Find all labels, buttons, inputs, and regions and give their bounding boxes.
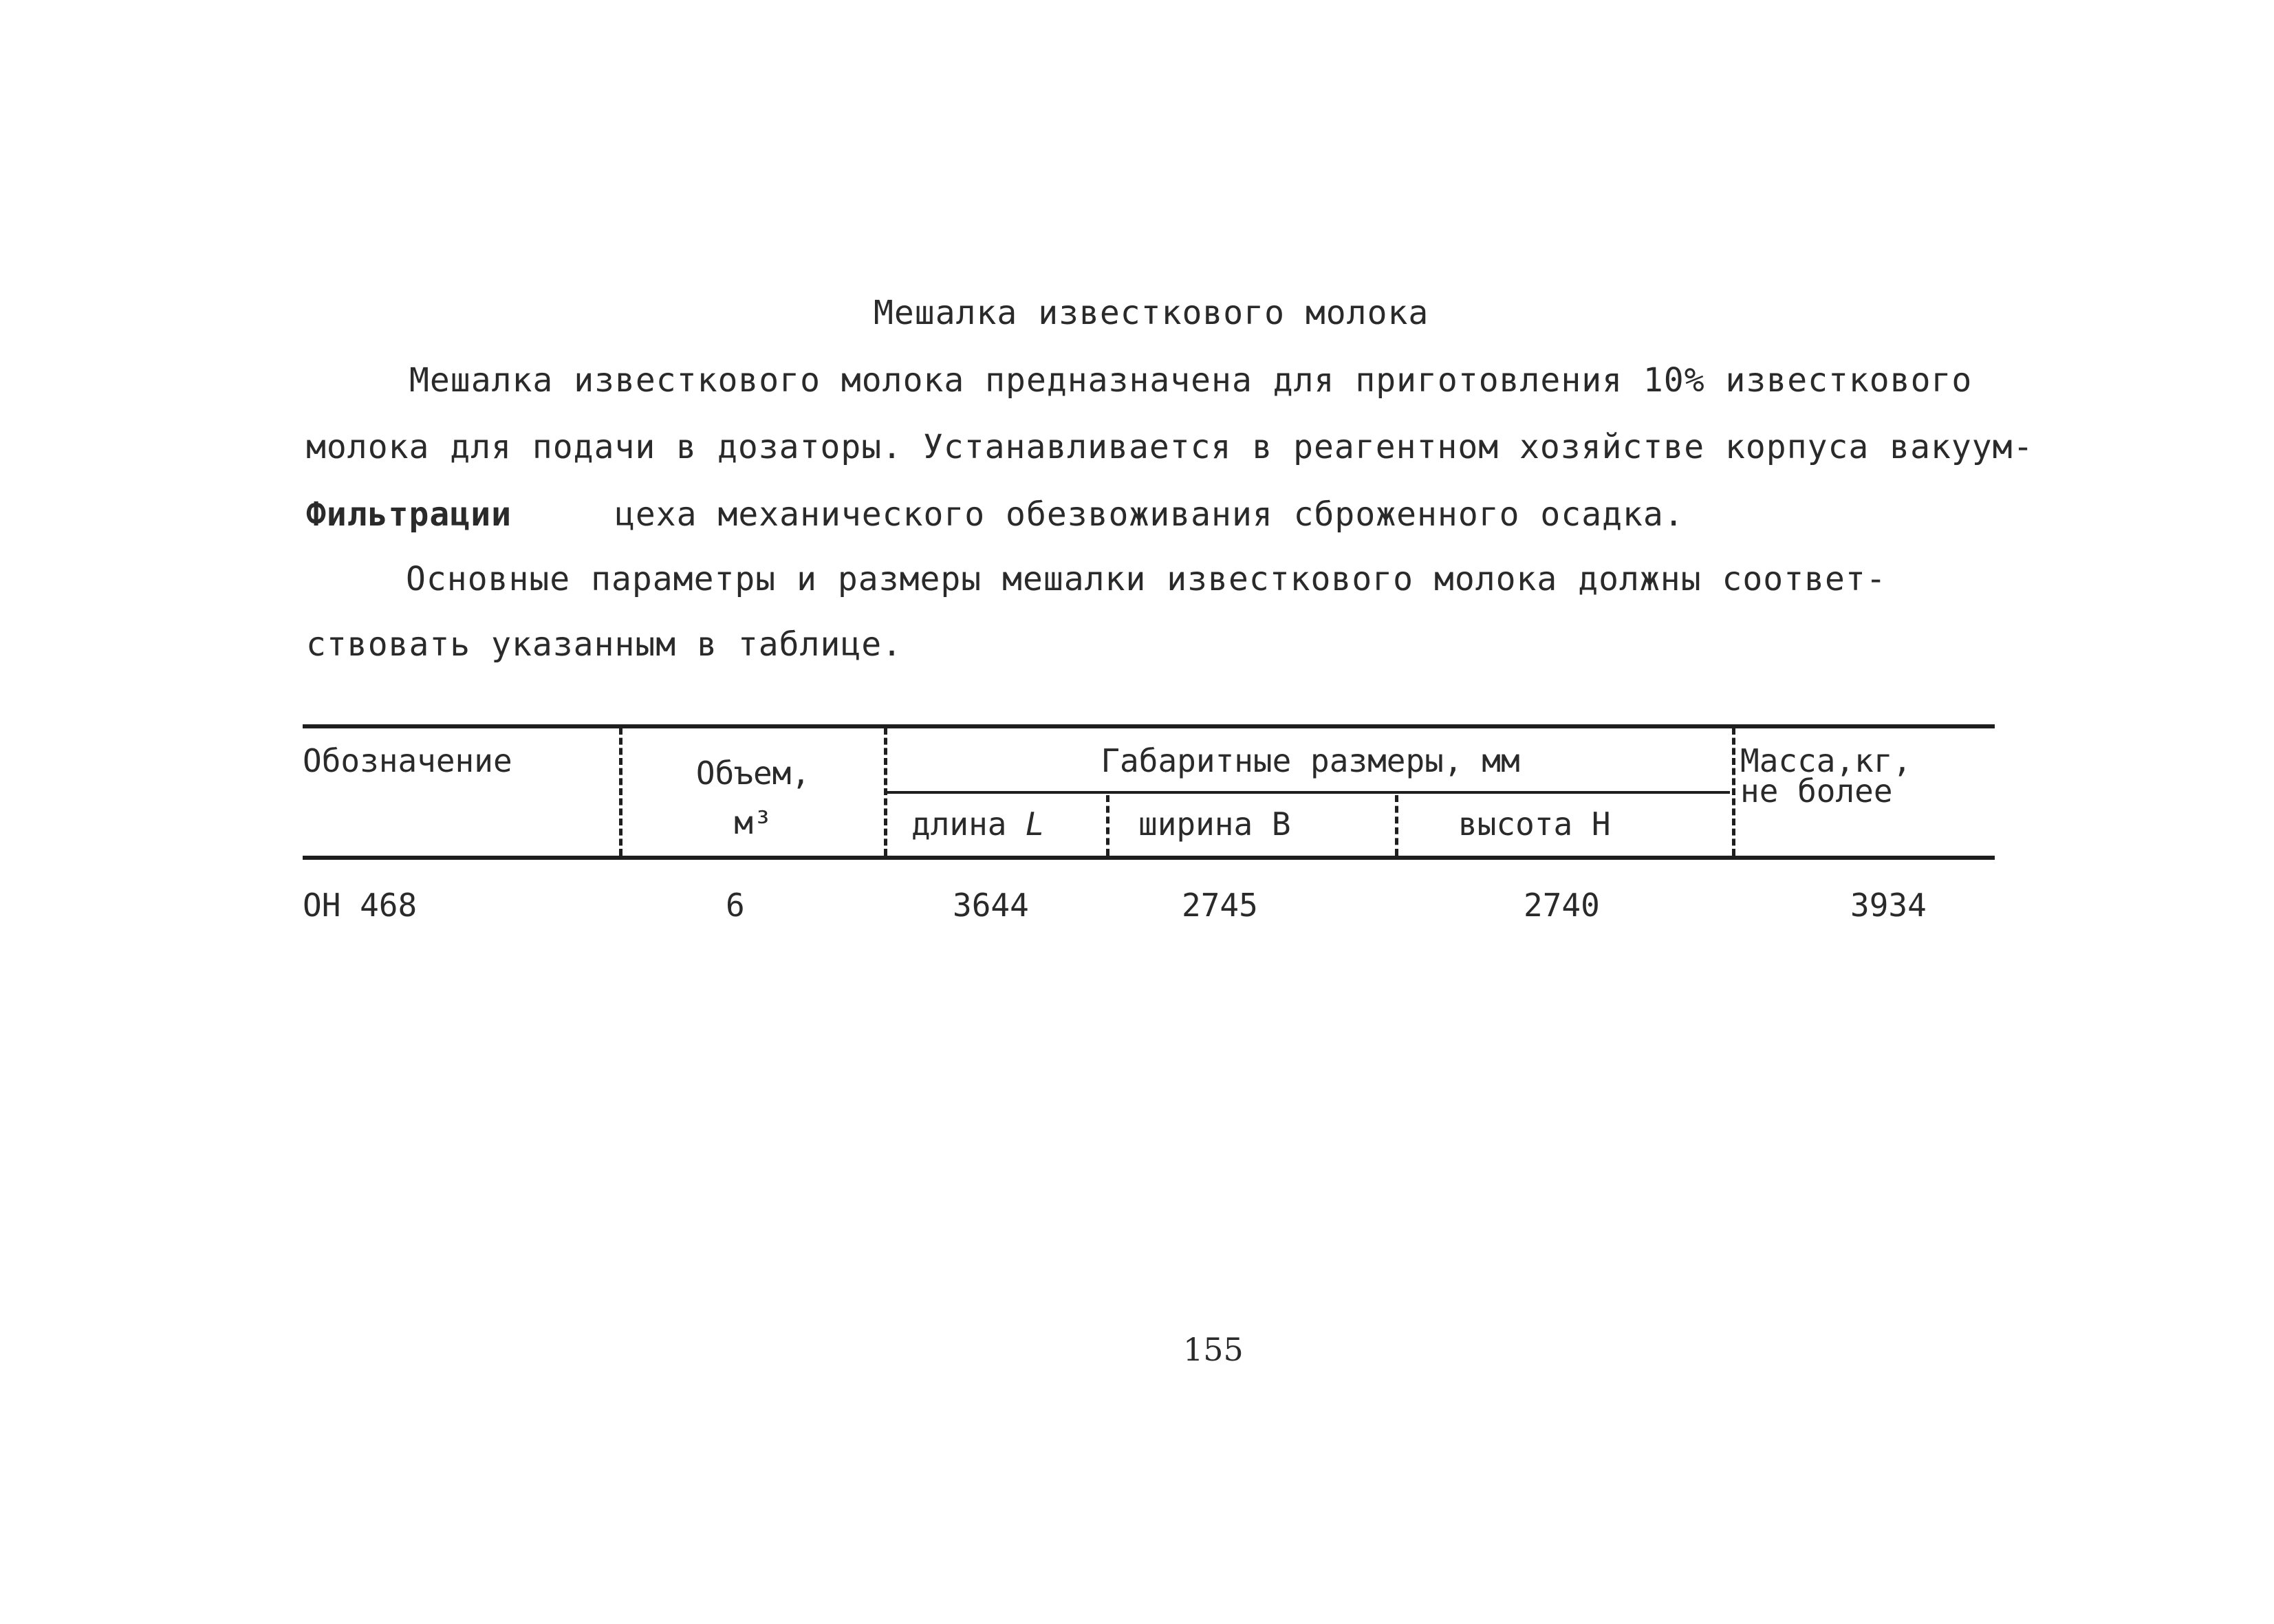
row-designation: ОН 468: [303, 887, 418, 924]
header-designation: Обозначение: [303, 742, 512, 779]
paragraph-2-line-2: ствовать указанным в таблице.: [306, 625, 903, 664]
header-dimensions: Габаритные размеры, мм: [1101, 742, 1520, 779]
table-vsep-3: [1106, 795, 1109, 856]
paragraph-2-line-1: Основные параметры и размеры мешалки известкового молока должны соответ-: [406, 560, 1887, 598]
row-mass: 3934: [1850, 887, 1927, 924]
page-number: 155: [1183, 1331, 1244, 1368]
table-vsep-4: [1395, 795, 1398, 856]
paragraph-1-line-1: Мешалка известкового молока предназначена для приготовления 10% известкового: [409, 361, 1973, 400]
table-top-rule: [303, 724, 1995, 728]
header-length: [911, 806, 1043, 842]
table-vsep-5: [1732, 728, 1735, 856]
paragraph-1-line-2: молока для подачи в дозаторы. Устанавливается в реагентном хозяйстве корпуса вакуум-: [306, 428, 2034, 466]
table-header-bottom-rule: [303, 856, 1995, 860]
table-subheader-rule: [887, 791, 1730, 794]
row-length: 3644: [953, 887, 1029, 924]
row-width: 2745: [1182, 887, 1258, 924]
header-height: высота Н: [1458, 805, 1611, 843]
table-vsep-1: [619, 728, 622, 856]
document-title: Мешалка известкового молока: [874, 294, 1429, 332]
header-length-label: длина: [911, 805, 1007, 843]
paragraph-1-line-3: [306, 494, 1685, 535]
header-width: ширина В: [1138, 805, 1291, 843]
row-volume: 6: [726, 887, 745, 924]
header-volume: Объем,: [695, 755, 811, 792]
header-length-symbol: L: [1026, 805, 1043, 843]
paragraph-1-line-3-rest: цеха механического обезвоживания сброженного осадка.: [614, 495, 1685, 534]
row-height: 2740: [1524, 887, 1600, 924]
header-volume-unit: м³: [734, 804, 772, 841]
table-vsep-2: [884, 728, 887, 856]
header-mass-line-1: Масса,кг,: [1740, 742, 1912, 779]
paragraph-1-bold-word: Фильтрации: [306, 495, 512, 534]
header-mass-line-2: не более: [1740, 772, 1893, 810]
